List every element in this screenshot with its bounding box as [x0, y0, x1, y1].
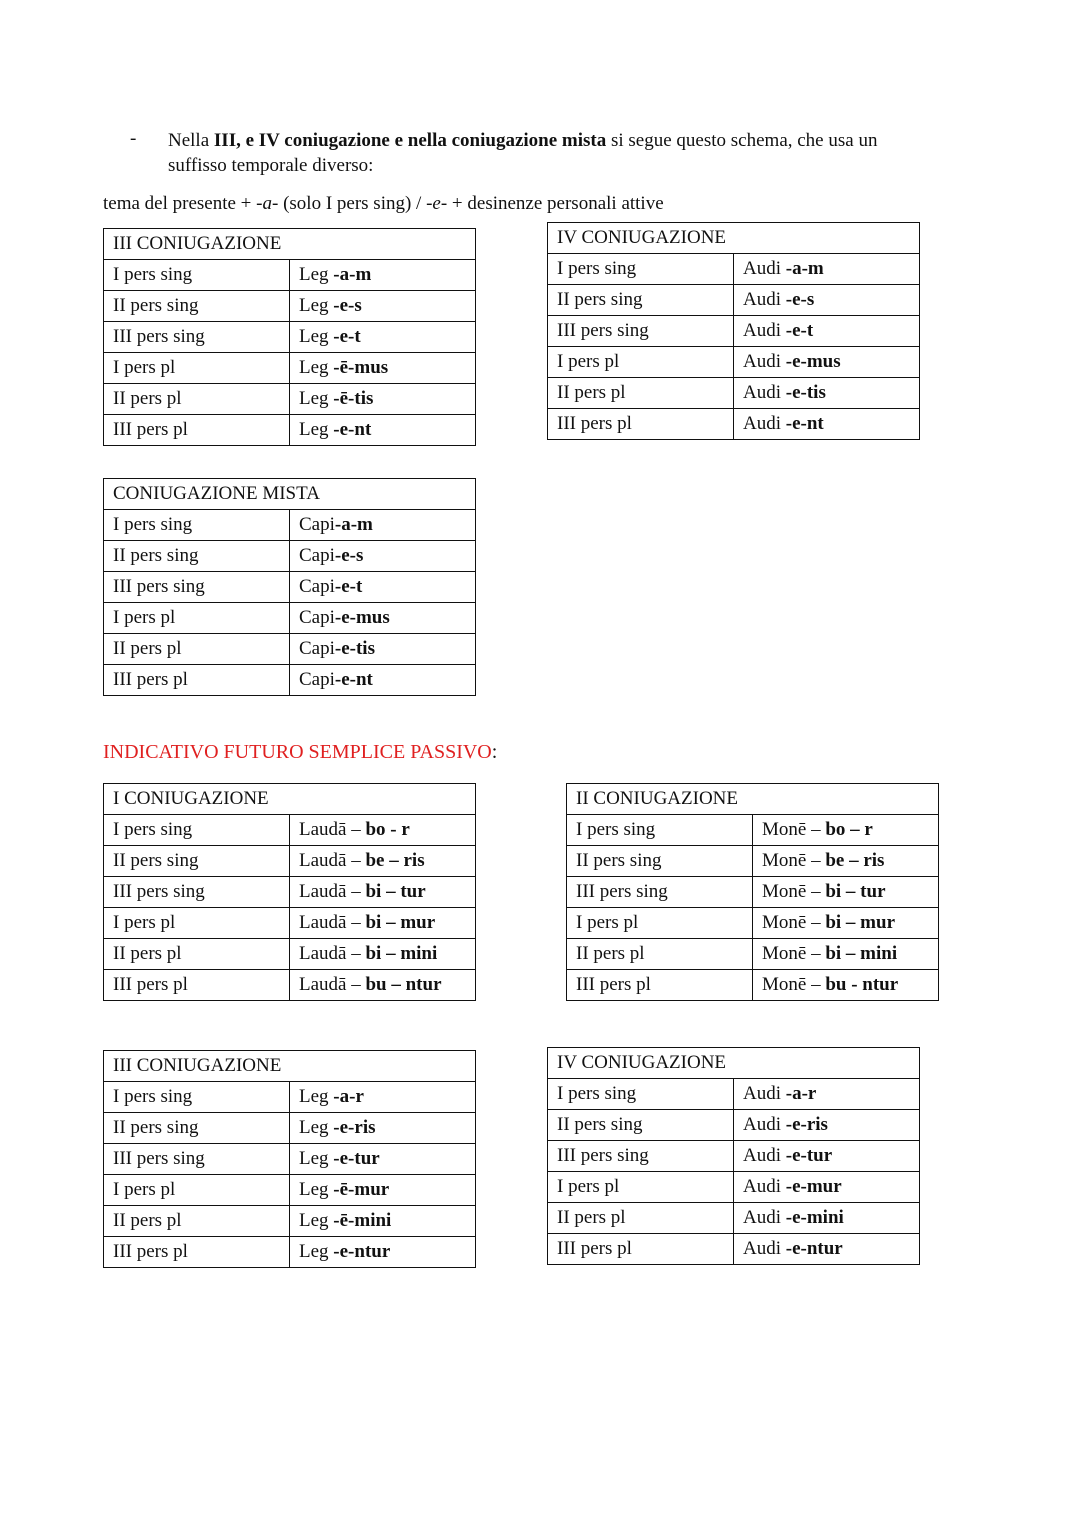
form-stem: Laudā –	[299, 943, 366, 964]
form-cell	[290, 877, 476, 908]
table-row	[104, 1113, 476, 1144]
form-stem: Audi	[743, 1176, 786, 1197]
form-ending: bi – tur	[365, 881, 426, 902]
form-cell	[290, 815, 476, 846]
table-row	[567, 939, 939, 970]
intro-text-bold: III, e IV coniugazione e nella coniugazione mista	[213, 130, 607, 151]
form-cell	[290, 1144, 476, 1175]
table-title: III CONIUGAZIONE	[104, 1051, 476, 1082]
form-ending: -a-m	[334, 514, 373, 535]
bullet-dash: -	[130, 128, 137, 149]
person-cell: I pers pl	[548, 1172, 734, 1203]
table-row	[567, 846, 939, 877]
form-stem: Audi	[743, 320, 786, 341]
table-row	[567, 970, 939, 1001]
person-cell: II pers pl	[104, 634, 290, 665]
table-row	[548, 1234, 920, 1265]
form-cell	[290, 1206, 476, 1237]
person-cell: II pers pl	[567, 939, 753, 970]
table-row	[104, 1175, 476, 1206]
form-ending: -e-s	[785, 289, 815, 310]
form-stem: Audi	[743, 351, 786, 372]
form-stem: Audi	[743, 289, 786, 310]
scheme-line	[103, 193, 664, 215]
table-passive-ii	[566, 783, 939, 1001]
form-ending: -e-tis	[334, 638, 375, 659]
form-ending: -a-m	[785, 258, 824, 279]
table-title: II CONIUGAZIONE	[567, 784, 939, 815]
table-row	[104, 1206, 476, 1237]
form-stem: Leg	[299, 357, 334, 378]
form-cell	[753, 939, 939, 970]
table-row	[104, 322, 476, 353]
table-row	[104, 877, 476, 908]
form-ending: -e-mus	[785, 351, 841, 372]
table-row	[567, 877, 939, 908]
table-row	[104, 815, 476, 846]
form-cell	[734, 347, 920, 378]
table-active-iv	[547, 222, 920, 440]
form-stem: Leg	[299, 1086, 334, 1107]
form-ending: -e-tis	[785, 382, 826, 403]
form-stem: Monē –	[762, 819, 826, 840]
table-row	[104, 665, 476, 696]
table-row	[548, 1172, 920, 1203]
table-row	[104, 1144, 476, 1175]
form-cell	[753, 970, 939, 1001]
table-row	[104, 415, 476, 446]
table-row	[548, 347, 920, 378]
form-cell	[290, 353, 476, 384]
person-cell: III pers sing	[104, 322, 290, 353]
form-stem: Monē –	[762, 943, 826, 964]
table-title: III CONIUGAZIONE	[104, 229, 476, 260]
person-cell: III pers sing	[104, 1144, 290, 1175]
table-header-row	[104, 1051, 476, 1082]
form-stem: Audi	[743, 413, 786, 434]
person-cell: II pers pl	[104, 384, 290, 415]
form-ending: bi – tur	[825, 881, 886, 902]
form-ending: bi – mini	[825, 943, 898, 964]
form-cell	[290, 541, 476, 572]
form-ending: -e-s	[333, 295, 362, 316]
person-cell: I pers sing	[104, 815, 290, 846]
form-cell	[753, 815, 939, 846]
form-ending: -e-tur	[785, 1145, 833, 1166]
form-cell	[734, 1079, 920, 1110]
scheme-suffix-e: -e-	[426, 193, 448, 214]
form-cell	[734, 316, 920, 347]
form-stem: Laudā –	[299, 850, 366, 871]
form-stem: Leg	[299, 1210, 334, 1231]
person-cell: II pers sing	[548, 285, 734, 316]
form-ending: -e-ntur	[333, 1241, 391, 1262]
table-row	[567, 908, 939, 939]
form-ending: -e-ris	[785, 1114, 828, 1135]
form-cell	[290, 970, 476, 1001]
form-stem: Capi	[299, 638, 335, 659]
table-row	[104, 1082, 476, 1113]
form-cell	[734, 1141, 920, 1172]
intro-text-part: Nella	[168, 130, 214, 151]
table-row	[548, 285, 920, 316]
person-cell: II pers pl	[104, 939, 290, 970]
person-cell: III pers pl	[548, 409, 734, 440]
form-cell	[290, 665, 476, 696]
form-stem: Leg	[299, 326, 334, 347]
table-row	[104, 353, 476, 384]
person-cell: II pers pl	[548, 1203, 734, 1234]
form-stem: Leg	[299, 388, 334, 409]
table-header-row	[104, 229, 476, 260]
table-row	[548, 1079, 920, 1110]
table-title: IV CONIUGAZIONE	[548, 223, 920, 254]
person-cell: III pers sing	[548, 1141, 734, 1172]
form-cell	[290, 291, 476, 322]
form-stem: Leg	[299, 295, 334, 316]
form-cell	[290, 846, 476, 877]
form-stem: Laudā –	[299, 881, 366, 902]
table-header-row	[104, 479, 476, 510]
form-ending: bu - ntur	[825, 974, 899, 995]
form-stem: Leg	[299, 1117, 334, 1138]
form-ending: -ē-mus	[333, 357, 389, 378]
table-passive-i	[103, 783, 476, 1001]
form-cell	[290, 510, 476, 541]
form-ending: -e-t	[333, 326, 361, 347]
form-ending: be – ris	[825, 850, 885, 871]
table-row	[548, 409, 920, 440]
table-row	[548, 378, 920, 409]
table-header-row	[548, 1048, 920, 1079]
form-cell	[753, 877, 939, 908]
person-cell: II pers sing	[548, 1110, 734, 1141]
form-ending: -e-s	[334, 545, 364, 566]
form-cell	[734, 1234, 920, 1265]
form-ending: bi – mini	[365, 943, 438, 964]
form-ending: bo – r	[825, 819, 873, 840]
table-row	[104, 939, 476, 970]
form-cell	[290, 908, 476, 939]
form-stem: Capi	[299, 607, 335, 628]
form-ending: -e-mur	[785, 1176, 842, 1197]
table-passive-iii	[103, 1050, 476, 1268]
form-stem: Capi	[299, 545, 335, 566]
table-row	[104, 572, 476, 603]
person-cell: I pers sing	[548, 1079, 734, 1110]
form-ending: -e-nt	[785, 413, 824, 434]
table-active-iii	[103, 228, 476, 446]
form-cell	[734, 1172, 920, 1203]
scheme-text: + desinenze personali attive	[447, 193, 664, 214]
form-cell	[290, 634, 476, 665]
form-ending: -a-r	[333, 1086, 364, 1107]
table-row	[104, 260, 476, 291]
table-header-row	[548, 223, 920, 254]
person-cell: I pers pl	[104, 353, 290, 384]
form-ending: -e-t	[334, 576, 363, 597]
intro-text	[168, 128, 938, 178]
form-stem: Capi	[299, 576, 335, 597]
form-cell	[290, 1237, 476, 1268]
table-row	[104, 846, 476, 877]
table-row	[548, 254, 920, 285]
person-cell: III pers sing	[104, 572, 290, 603]
person-cell: III pers pl	[104, 1237, 290, 1268]
form-ending: -e-nt	[334, 669, 373, 690]
form-stem: Leg	[299, 1179, 334, 1200]
person-cell: I pers pl	[104, 603, 290, 634]
table-title: CONIUGAZIONE MISTA	[104, 479, 476, 510]
scheme-text: (solo I pers sing) /	[278, 193, 427, 214]
form-stem: Monē –	[762, 974, 826, 995]
form-ending: bi – mur	[365, 912, 436, 933]
form-ending: -e-nt	[333, 419, 372, 440]
person-cell: I pers pl	[104, 908, 290, 939]
person-cell: III pers sing	[548, 316, 734, 347]
table-row	[104, 603, 476, 634]
form-cell	[753, 846, 939, 877]
form-ending: -e-mus	[334, 607, 390, 628]
form-ending: -e-ris	[333, 1117, 376, 1138]
table-row	[104, 634, 476, 665]
form-ending: be – ris	[365, 850, 425, 871]
form-stem: Laudā –	[299, 974, 366, 995]
person-cell: I pers sing	[104, 510, 290, 541]
form-ending: -ē-tis	[333, 388, 374, 409]
person-cell: II pers sing	[104, 541, 290, 572]
table-title: IV CONIUGAZIONE	[548, 1048, 920, 1079]
form-stem: Audi	[743, 1083, 786, 1104]
form-stem: Monē –	[762, 881, 826, 902]
form-stem: Monē –	[762, 850, 826, 871]
form-ending: -e-ntur	[785, 1238, 843, 1259]
section-title-text: INDICATIVO FUTURO SEMPLICE PASSIVO	[103, 741, 492, 763]
scheme-text: tema del presente +	[103, 193, 257, 214]
form-cell	[290, 939, 476, 970]
form-stem: Leg	[299, 1148, 334, 1169]
form-cell	[290, 260, 476, 291]
form-cell	[290, 572, 476, 603]
form-cell	[753, 908, 939, 939]
form-cell	[290, 322, 476, 353]
person-cell: III pers sing	[567, 877, 753, 908]
form-cell	[290, 1113, 476, 1144]
table-header-row	[104, 784, 476, 815]
form-stem: Laudā –	[299, 912, 366, 933]
form-ending: -ē-mini	[333, 1210, 392, 1231]
table-row	[104, 1237, 476, 1268]
person-cell: II pers sing	[567, 846, 753, 877]
form-cell	[734, 378, 920, 409]
form-ending: -a-m	[333, 264, 372, 285]
table-row	[548, 316, 920, 347]
form-ending: -ē-mur	[333, 1179, 390, 1200]
person-cell: III pers pl	[567, 970, 753, 1001]
form-stem: Audi	[743, 1145, 786, 1166]
table-row	[104, 970, 476, 1001]
form-cell	[734, 409, 920, 440]
person-cell: II pers pl	[548, 378, 734, 409]
section-title-colon: :	[491, 741, 498, 763]
form-stem: Audi	[743, 1207, 786, 1228]
form-stem: Audi	[743, 258, 786, 279]
form-cell	[290, 415, 476, 446]
scheme-suffix-a: -a-	[256, 193, 279, 214]
intro-text-part: si segue questo schema, che usa un suffisso temporale diverso:	[168, 130, 878, 176]
person-cell: I pers sing	[104, 1082, 290, 1113]
table-title: I CONIUGAZIONE	[104, 784, 476, 815]
table-row	[104, 541, 476, 572]
form-stem: Audi	[743, 382, 786, 403]
form-cell	[290, 603, 476, 634]
table-row	[104, 908, 476, 939]
person-cell: I pers sing	[104, 260, 290, 291]
form-stem: Monē –	[762, 912, 826, 933]
person-cell: III pers pl	[104, 415, 290, 446]
person-cell: I pers sing	[548, 254, 734, 285]
section-title	[103, 741, 497, 764]
form-ending: -e-t	[785, 320, 814, 341]
form-ending: bo - r	[365, 819, 410, 840]
table-row	[548, 1141, 920, 1172]
form-stem: Leg	[299, 419, 334, 440]
person-cell: II pers pl	[104, 1206, 290, 1237]
form-cell	[290, 1082, 476, 1113]
table-active-mista	[103, 478, 476, 696]
form-ending: -a-r	[785, 1083, 817, 1104]
form-stem: Leg	[299, 1241, 334, 1262]
form-cell	[734, 285, 920, 316]
form-cell	[734, 1203, 920, 1234]
person-cell: II pers sing	[104, 291, 290, 322]
form-stem: Audi	[743, 1114, 786, 1135]
table-passive-iv	[547, 1047, 920, 1265]
form-stem: Capi	[299, 514, 335, 535]
form-ending: bu – ntur	[365, 974, 442, 995]
person-cell: II pers sing	[104, 846, 290, 877]
person-cell: III pers pl	[104, 970, 290, 1001]
table-header-row	[567, 784, 939, 815]
form-ending: bi – mur	[825, 912, 896, 933]
person-cell: I pers pl	[548, 347, 734, 378]
form-stem: Capi	[299, 669, 335, 690]
form-cell	[734, 254, 920, 285]
person-cell: II pers sing	[104, 1113, 290, 1144]
person-cell: I pers pl	[567, 908, 753, 939]
table-row	[548, 1203, 920, 1234]
person-cell: III pers pl	[548, 1234, 734, 1265]
table-row	[104, 510, 476, 541]
form-cell	[290, 1175, 476, 1206]
person-cell: I pers sing	[567, 815, 753, 846]
form-cell	[290, 384, 476, 415]
form-stem: Laudā –	[299, 819, 366, 840]
form-stem: Leg	[299, 264, 334, 285]
form-cell	[734, 1110, 920, 1141]
form-ending: -e-mini	[785, 1207, 844, 1228]
form-ending: -e-tur	[333, 1148, 380, 1169]
table-row	[567, 815, 939, 846]
table-row	[104, 291, 476, 322]
table-row	[104, 384, 476, 415]
person-cell: III pers sing	[104, 877, 290, 908]
form-stem: Audi	[743, 1238, 786, 1259]
table-row	[548, 1110, 920, 1141]
person-cell: I pers pl	[104, 1175, 290, 1206]
person-cell: III pers pl	[104, 665, 290, 696]
